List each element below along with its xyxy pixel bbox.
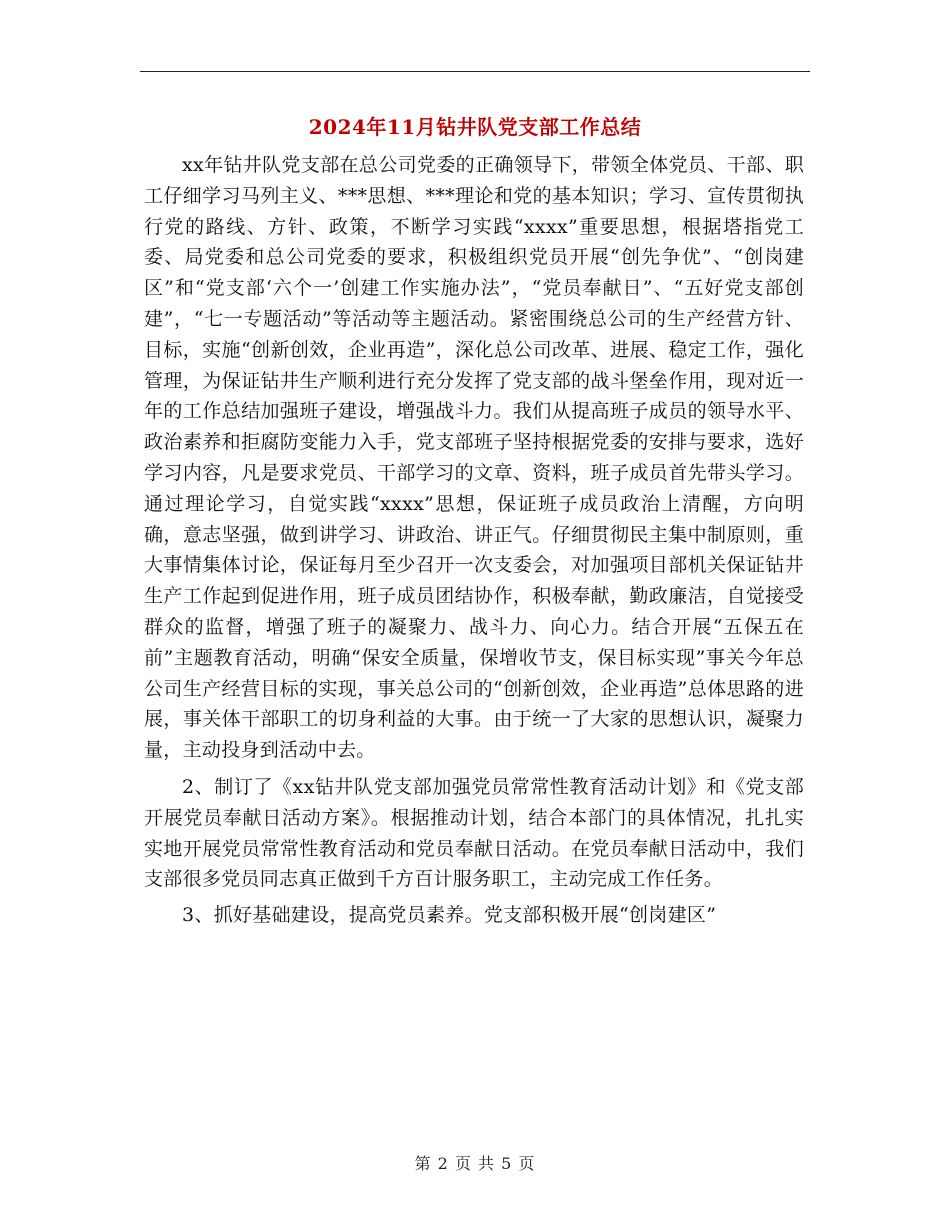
page-number-footer: 第 2 页 共 5 页 [414, 1154, 536, 1173]
document-body [144, 150, 804, 936]
paragraph-1: xx年钻井队党支部在总公司党委的正确领导下，带领全体党员、干部、职工仔细学习马列主义、***思想、***理论和党的基本知识；学习、宣传贯彻执行党的路线、方针、政策，不断学习实践“xxxx”重要思想，根据塔指党工委、局党委和总公司党委的要求，积极组织党员开展“创先争优”、“创岗建区”和“党支部‘六个一’创建工作实施办法”，“党员奉献日”、“五好党支部创建”，“七一专题活动”等活动等主题活动。紧密围绕总公司的生产经营方针、目标，实施“创新创效，企业再造”，深化总公司改革、进展、稳定工作，强化管理，为保证钻井生产顺利进行充分发挥了党支部的战斗堡垒作用，现对近一年的工作总结加强班子建设，增强战斗力。我们从提高班子成员的领导水平、政治素养和拒腐防变能力入手，党支部班子坚持根据党委的安排与要求，选好学习内容，凡是要求党员、干部学习的文章、资料，班子成员首先带头学习。通过理论学习，自觉实践“xxxx”思想，保证班子成员政治上清醒，方向明确，意志坚强，做到讲学习、讲政治、讲正气。仔细贯彻民主集中制原则，重大事情集体讨论，保证每月至少召开一次支委会，对加强项目部机关保证钻井生产工作起到促进作用，班子成员团结协作，积极奉献，勤政廉洁，自觉接受群众的监督，增强了班子的凝聚力、战斗力、向心力。结合开展“五保五在前”主题教育活动，明确“保安全质量，保增收节支，保目标实现”事关今年总公司生产经营目标的实现，事关总公司的“创新创效，企业再造”总体思路的进展，事关体干部职工的切身利益的大事。由于统一了大家的思想认识，凝聚力量，主动投身到活动中去。 [144, 154, 804, 762]
header-rule [140, 71, 810, 72]
paragraph-2: 2、制订了《xx钻井队党支部加强党员常常性教育活动计划》和《党支部开展党员奉献日活动方案》。根据推动计划，结合本部门的具体情况，扎扎实实地开展党员常常性教育活动和党员奉献日活动。在党员奉献日活动中，我们支部很多党员同志真正做到千方百计服务职工，主动完成工作任务。 [144, 775, 804, 891]
document-title: 2024年11月钻井队党支部工作总结 [308, 115, 642, 139]
paragraph-3: 3、抓好基础建设，提高党员素养。党支部积极开展“创岗建区” [182, 904, 717, 927]
